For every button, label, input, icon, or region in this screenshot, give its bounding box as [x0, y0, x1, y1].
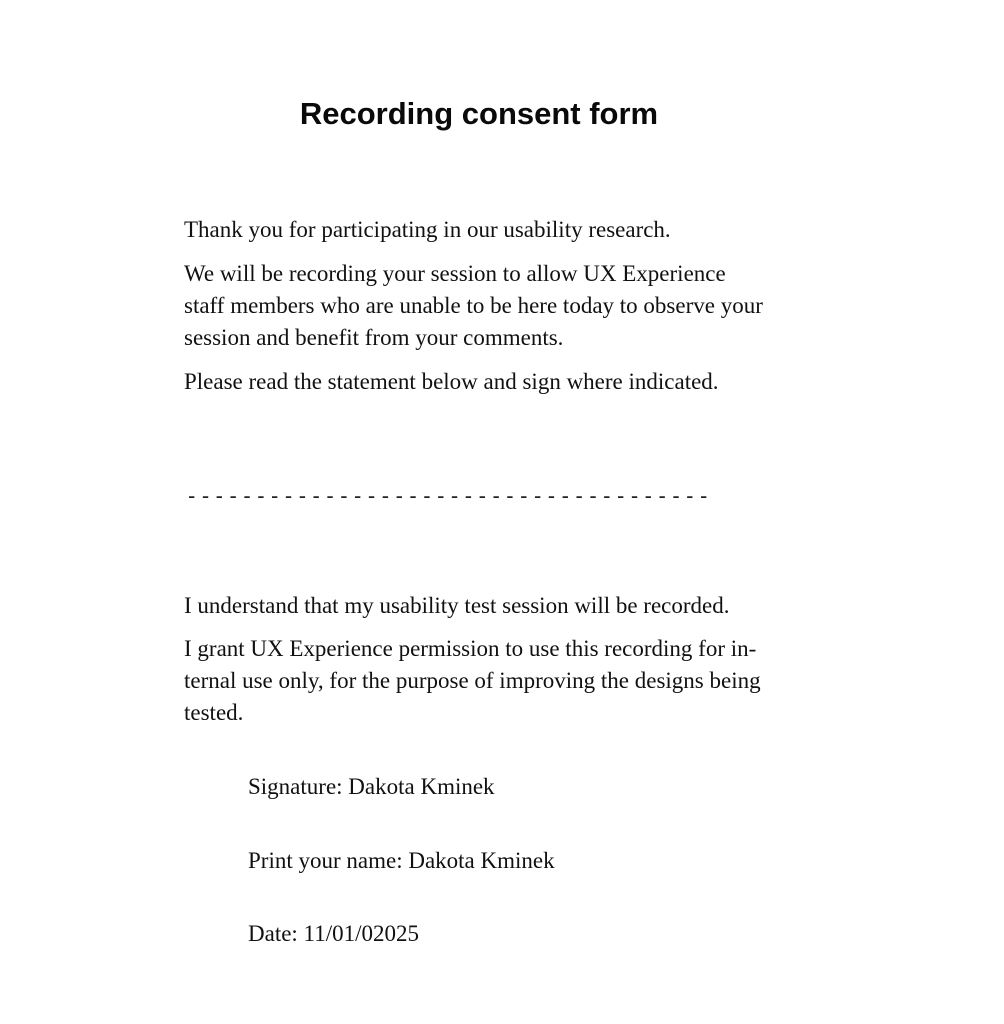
- print-name-field: Print your name: Dakota Kminek: [248, 848, 555, 873]
- cut-line-divider: - - - - - - - - - - - - - - - - - - - - - - - - - - - - - - - - - - - - - -: [188, 483, 708, 508]
- thank-you-paragraph: Thank you for participating in our usability research.: [184, 217, 671, 242]
- grant-permission-line: tested.: [184, 700, 244, 725]
- grant-permission-paragraph: [184, 633, 824, 729]
- page-title: Recording consent form: [299, 96, 659, 131]
- signature-field: Signature: Dakota Kminek: [248, 774, 495, 799]
- instruction-paragraph: Please read the statement below and sign where indicated.: [184, 369, 719, 394]
- recording-explanation-paragraph: [184, 258, 824, 354]
- recording-explanation-line: staff members who are unable to be here today to observe your: [184, 293, 763, 318]
- understand-statement: I understand that my usability test session will be recorded.: [184, 593, 730, 618]
- date-field: Date: 11/01/02025: [248, 921, 419, 946]
- grant-permission-line: I grant UX Experience permission to use this recording for in-: [184, 636, 757, 661]
- recording-explanation-line: We will be recording your session to allow UX Experience: [184, 261, 726, 286]
- recording-explanation-line: session and benefit from your comments.: [184, 325, 564, 350]
- grant-permission-line: ternal use only, for the purpose of improving the designs being: [184, 668, 761, 693]
